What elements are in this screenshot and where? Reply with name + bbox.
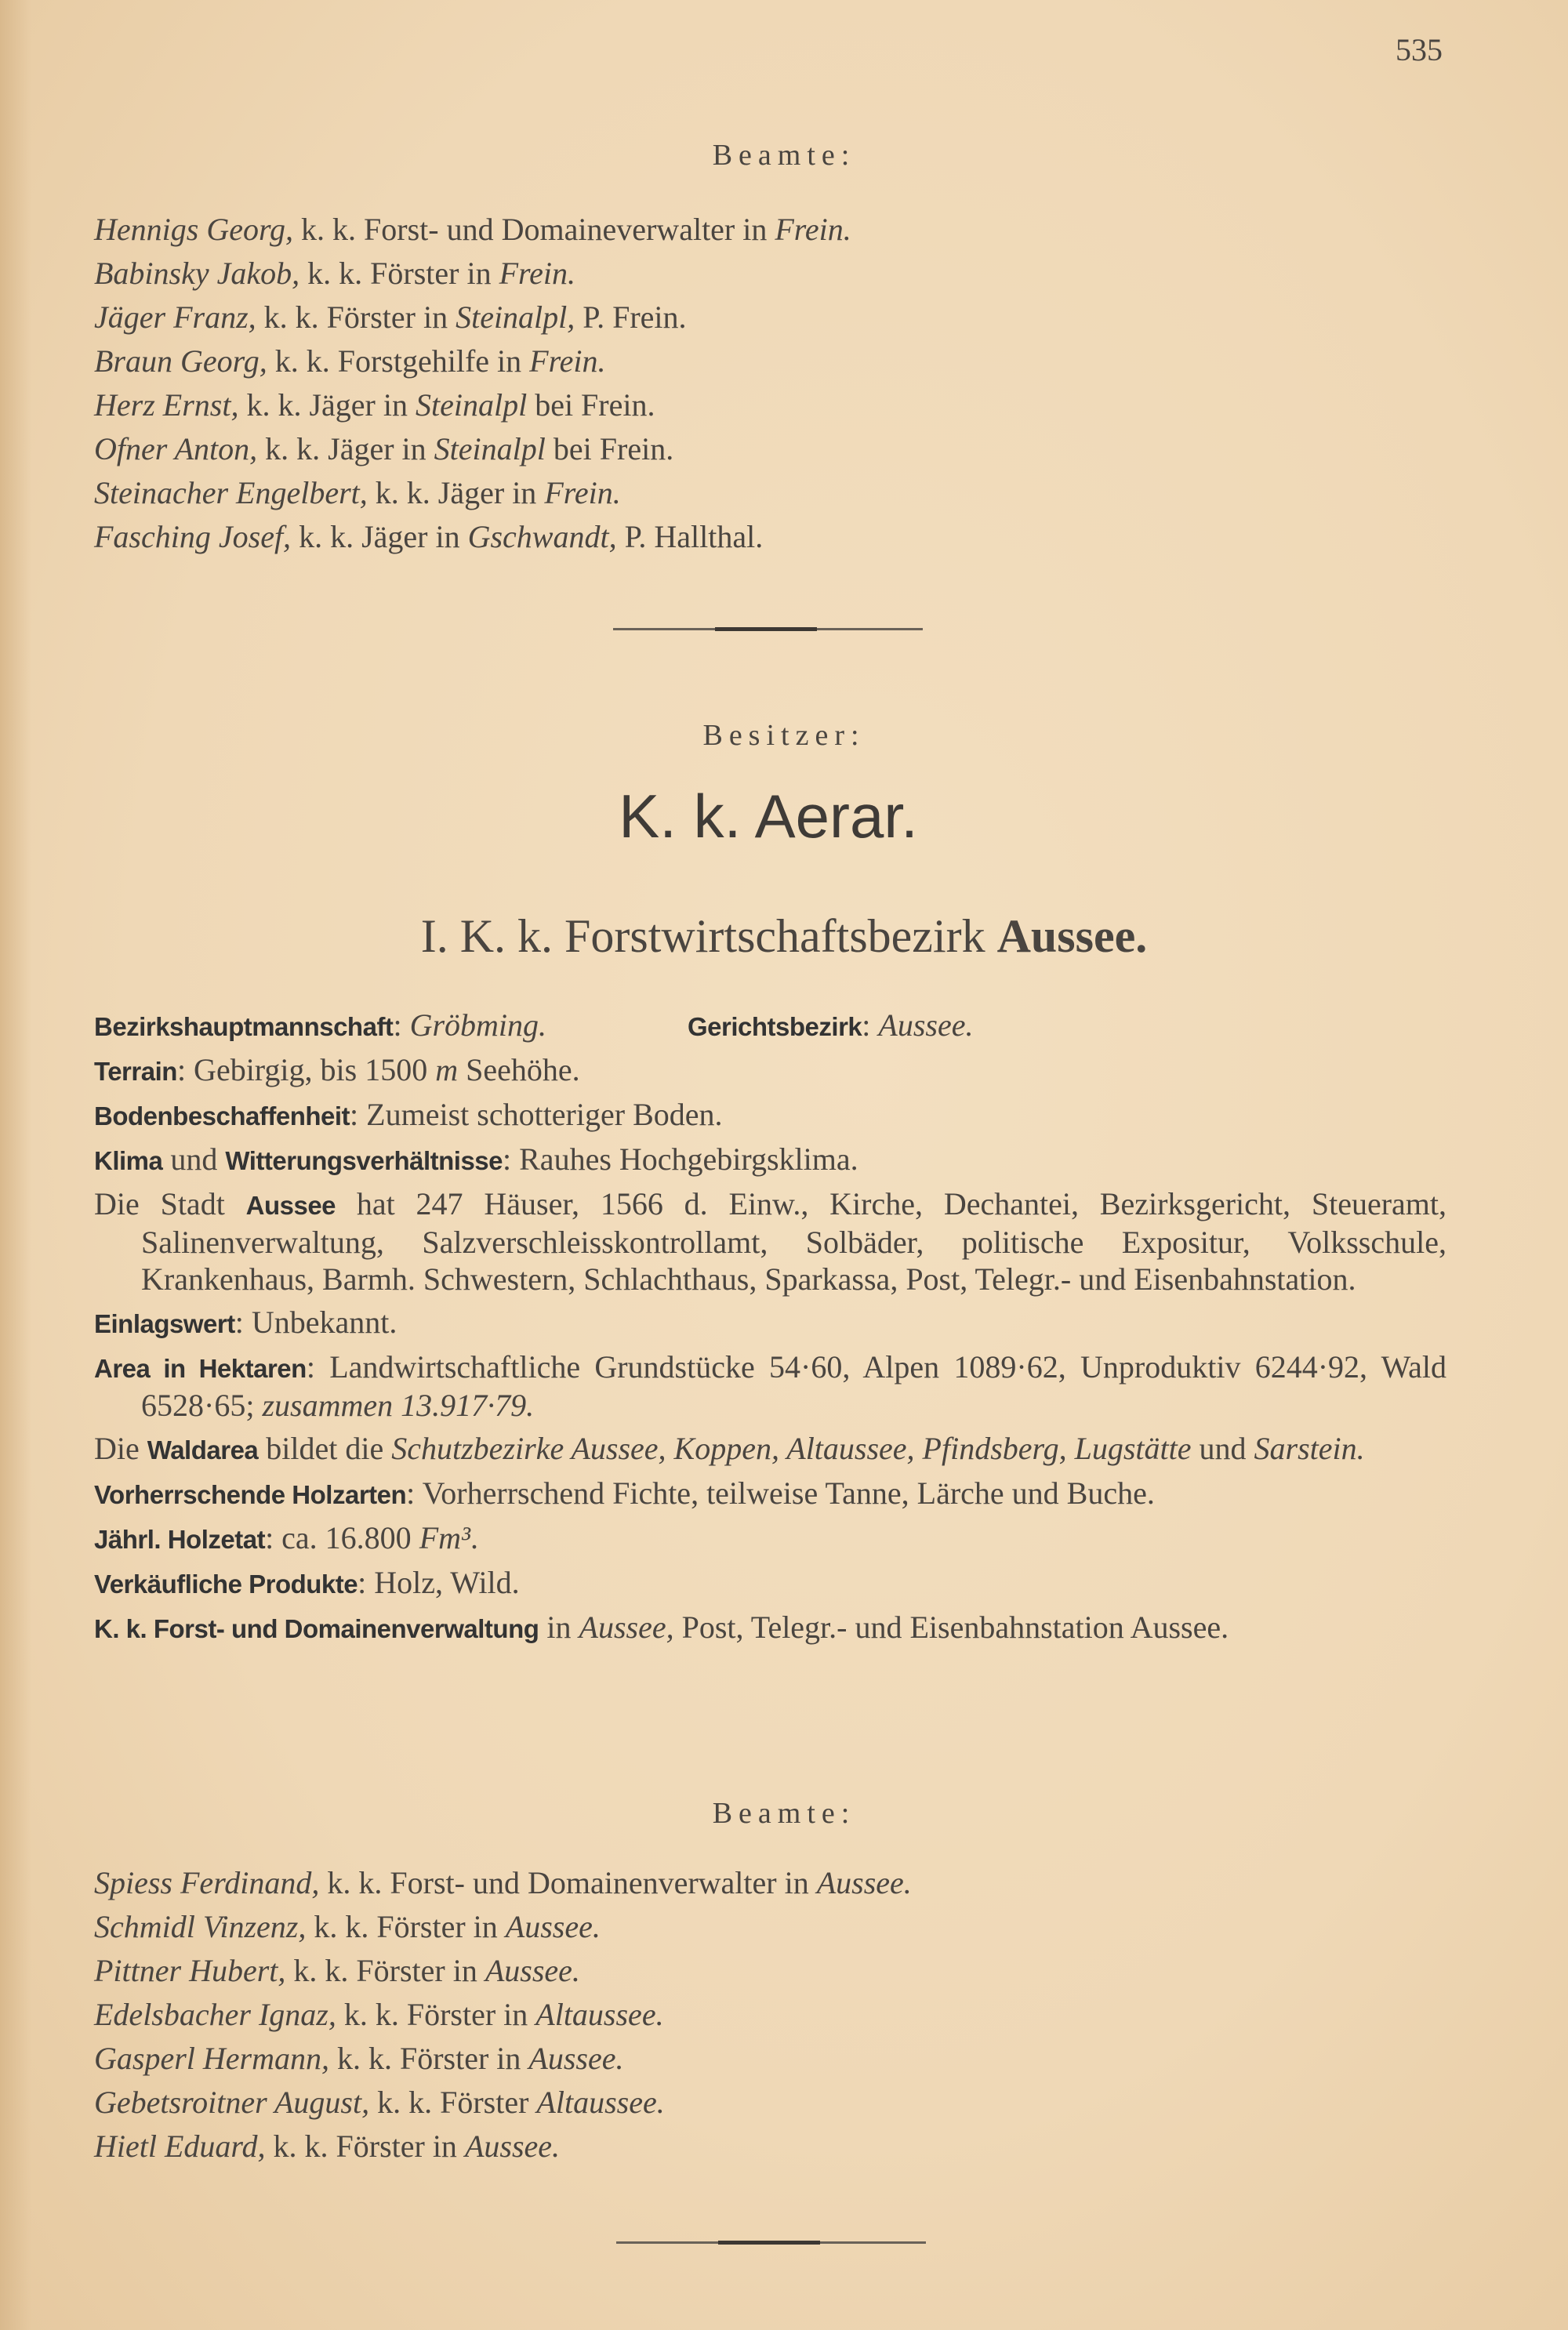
text: k. k. Forstgehilfe in [267,343,530,379]
official-entry [94,252,1450,296]
official-entry [94,2037,1450,2081]
official-entry [94,471,1450,515]
italic-text: Aussee. [816,1865,912,1900]
text: k. k. Förster [369,2085,537,2120]
italic-text: Steinalpl, [456,299,575,335]
italic-text: Steinalpl [434,431,546,466]
page-number: 535 [1396,32,1443,67]
text: Die [94,1431,147,1466]
description-paragraph [94,1348,1446,1424]
italic-text: Aussee, [579,1610,674,1645]
bold-label: Terrain [94,1057,177,1086]
text: k. k. Förster in [328,2041,529,2076]
italic-text: Hietl Eduard, [94,2129,266,2164]
text: bildet die [258,1431,392,1466]
official-entry [94,208,1450,252]
divider-ornament [715,627,817,631]
divider-bottom-right [820,2241,926,2244]
bold-label: Jährl. Holzetat [94,1525,266,1554]
italic-text: Pittner Hubert, [94,1953,286,1988]
text: bei Frein. [545,431,674,466]
text: k. k. Forst- und Domaineverwalter in [293,212,775,247]
bold-label: Gerichtsbezirk [688,1012,862,1041]
bold-label: Aussee [245,1191,336,1220]
section-heading-officials-frein: Beamte: [712,139,856,172]
description-paragraph [94,1141,1446,1179]
text: k. k. Förster in [336,1997,536,2032]
official-entry [94,1861,1450,1905]
official-entry [94,296,1450,339]
italic-text: Aussee. [878,1007,974,1043]
text: k. k. Jäger in [367,475,545,510]
text: und [1191,1431,1254,1466]
text: P. Hallthal. [616,519,764,554]
description-paragraph [94,1185,1446,1297]
italic-text: Schmidl Vinzenz, [94,1909,307,1944]
district-description [94,1007,1446,1653]
text: k. k. Förster in [256,299,456,335]
text: und [162,1141,226,1177]
description-paragraph [94,1430,1446,1468]
text: Die Stadt [94,1186,246,1221]
text: P. Frein. [575,299,687,335]
italic-text: Jäger Franz, [94,299,256,335]
bold-label: Waldarea [147,1435,259,1464]
italic-text: Gasperl Hermann, [94,2041,329,2076]
italic-text: Frein. [529,343,606,379]
italic-text: m [435,1052,459,1087]
text: : Unbekannt. [234,1305,397,1340]
text: : Vorherrschend Fichte, teilweise Tanne, Lärche und Buche. [406,1475,1155,1511]
district-title [0,909,1568,964]
italic-text: Fm³ [419,1520,470,1555]
italic-text: Sarstein. [1254,1431,1365,1466]
italic-text: Fasching Josef, [94,519,292,554]
bold-label: Bezirkshauptmannschaft [94,1012,394,1041]
divider-bottom-ornament [718,2241,820,2245]
bold-label: K. k. Forst- und Domainenverwaltung [94,1614,539,1643]
official-entry [94,383,1450,427]
italic-text: Gschwandt, [467,519,617,554]
divider-bottom-left [616,2241,718,2244]
bold-label: Vorherrschende Holzarten [94,1480,407,1509]
italic-text: Herz Ernst, [94,387,239,423]
text: : Landwirtschaftliche Grundstücke 54·60, Alpen 1089·62, Unproduktiv 6244·92, Wald 6528·65; [141,1349,1446,1423]
text: . [470,1520,478,1555]
italic-text: Steinalpl [415,387,528,423]
italic-text: Altaussee. [536,2085,665,2120]
bold-label: Einlagswert [94,1309,235,1338]
italic-text: Braun Georg, [94,343,267,379]
text [546,1007,688,1043]
italic-text: Frein. [544,475,621,510]
text: k. k. Förster in [265,2129,465,2164]
italic-text: Aussee. [528,2041,624,2076]
italic-text: Steinacher Engelbert, [94,475,368,510]
text: k. k. Förster in [306,1909,506,1944]
district-title-name: Aussee. [996,910,1148,962]
bold-label: Bodenbeschaffenheit [94,1101,350,1131]
text: k. k. Forst- und Domainenverwalter in [319,1865,817,1900]
italic-text: Ofner Anton, [94,431,258,466]
italic-text: Babinsky Jakob, [94,256,300,291]
section-heading-officials-aussee: Beamte: [712,1797,856,1830]
text: hat 247 Häuser, 1566 d. Einw., Kirche, Dechantei, Bezirksgericht, Steueramt, Salinenverwaltung, Salzverschleisskontrollamt, Solbäder, politische Expositur, Volksschule, Krankenhaus, Barmh. Schwestern, Schlachthaus, Sparkassa, Post, Telegr.- und Eisenbahnstation. [141,1186,1446,1297]
page-edge-shadow [0,0,31,2330]
divider-right [817,628,923,630]
italic-text: Aussee. [464,2129,561,2164]
italic-text: Gröbming. [409,1007,547,1043]
description-paragraph [94,1519,1446,1558]
bold-label: Verkäufliche Produkte [94,1570,358,1599]
description-paragraph [94,1007,1446,1045]
official-entry [94,1993,1450,2037]
divider-left [613,628,715,630]
official-entry [94,515,1450,559]
official-entry [94,339,1450,383]
bold-label: Witterungsverhältnisse [225,1146,503,1175]
italic-text: Altaussee. [535,1997,664,2032]
official-entry [94,1949,1450,1993]
description-paragraph [94,1609,1446,1647]
text: : Holz, Wild. [358,1565,520,1600]
text: : Rauhes Hochgebirgsklima. [503,1141,858,1177]
owner-name: K. k. Aerar. [619,782,918,851]
text: k. k. Förster in [285,1953,485,1988]
description-paragraph [94,1304,1446,1342]
description-paragraph [94,1475,1446,1513]
italic-text: Frein. [775,212,851,247]
official-entry [94,2125,1450,2168]
description-paragraph [94,1096,1446,1134]
italic-text: zusammen 13.917·79. [262,1388,535,1423]
officials-list-frein [94,208,1450,559]
text: : ca. 16.800 [265,1520,419,1555]
text: in [539,1610,579,1645]
official-entry [94,2081,1450,2125]
italic-text: Hennigs Georg, [94,212,294,247]
officials-list-aussee [94,1861,1450,2168]
text: k. k. Förster in [299,256,499,291]
bold-label: Area in Hektaren [94,1354,307,1383]
text: k. k. Jäger in [238,387,416,423]
text: k. k. Jäger in [291,519,468,554]
owner-label: Besitzer: [702,719,866,752]
official-entry [94,427,1450,471]
text: Seehöhe. [458,1052,580,1087]
text: : [393,1007,410,1043]
description-paragraph [94,1564,1446,1602]
italic-text: Edelsbacher Ignaz, [94,1997,336,2032]
district-title-prefix: I. K. k. Forstwirtschaftsbezirk [420,910,997,962]
description-paragraph [94,1051,1446,1090]
bold-label: Klima [94,1146,163,1175]
italic-text: Gebetsroitner August, [94,2085,370,2120]
official-entry [94,1905,1450,1949]
italic-text: Aussee. [485,1953,580,1988]
italic-text: Frein. [499,256,575,291]
text: Post, Telegr.- und Eisenbahnstation Aussee. [673,1610,1229,1645]
text: : Zumeist schotteriger Boden. [350,1097,723,1132]
italic-text: Spiess Ferdinand, [94,1865,320,1900]
text: : Gebirgig, bis 1500 [176,1052,436,1087]
text: k. k. Jäger in [257,431,434,466]
italic-text: Aussee. [505,1909,601,1944]
text: : [862,1007,879,1043]
text: bei Frein. [527,387,655,423]
italic-text: Schutzbezirke Aussee, Koppen, Altaussee, Pfindsberg, Lugstätte [391,1431,1192,1466]
